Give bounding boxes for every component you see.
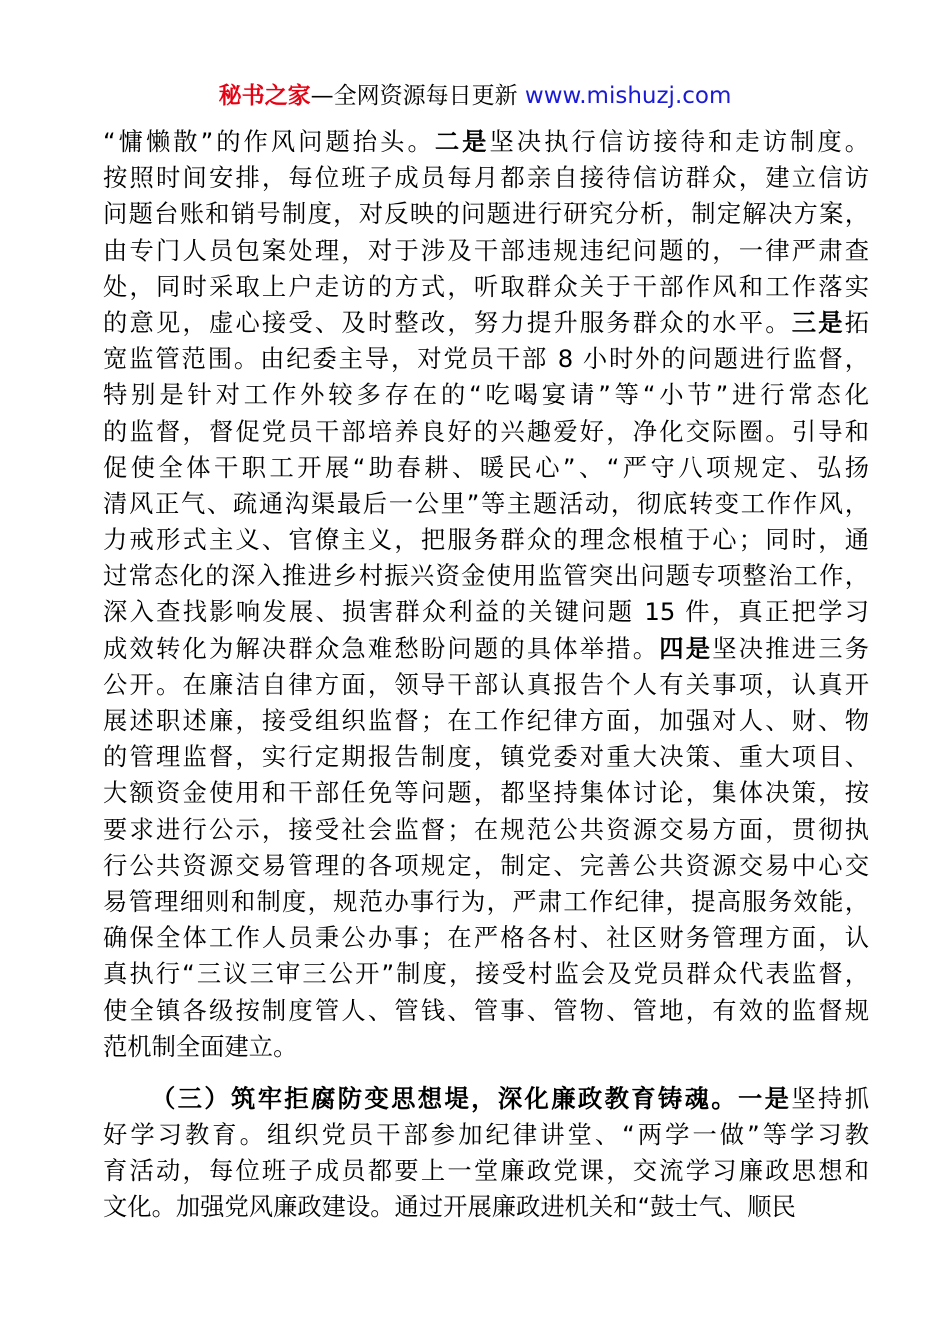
text-line — [103, 812, 869, 848]
text-run: 的监督，督促党员干部培养良好的兴趣爱好，净化交际圈。引导和 — [103, 416, 869, 446]
site-brand: 秘书之家 — [218, 83, 311, 109]
site-tagline: —全网资源每日更新 — [310, 83, 525, 109]
text-line — [103, 558, 869, 594]
text-run: 展述职述廉，接受组织监督；在工作纪律方面，加强对人、财、物 — [103, 706, 869, 735]
text-line — [103, 233, 869, 269]
text-line — [103, 1029, 869, 1065]
text-line — [103, 486, 869, 522]
text-run: “慵懒散”的作风问题抬头。 — [103, 127, 435, 156]
text-line — [103, 848, 869, 884]
text-line — [103, 594, 869, 630]
text-run: 好学习教育。组织党员干部参加纪律讲堂、“两学一做”等学习教 — [103, 1120, 869, 1150]
text-run: 使全镇各级按制度管人、管钱、管事、管物、管地，有效的监督规 — [103, 995, 869, 1025]
text-line — [103, 196, 869, 232]
bold-text: （三）筑牢拒腐防变思想堤，深化廉政教育铸魂。一是 — [151, 1083, 792, 1113]
text-run: 深入查找影响发展、损害群众利益的关键问题 15 件，真正把学习 — [103, 597, 869, 627]
text-run: 力戒形式主义、官僚主义，把服务群众的理念根植于心；同时，通 — [103, 525, 869, 555]
text-line — [103, 414, 869, 450]
text-run: 要求进行公示，接受社会监督；在规范公共资源交易方面，贯彻执 — [103, 814, 869, 844]
text-run: 真执行“三议三审三公开”制度，接受村监会及党员群众代表监督， — [103, 959, 869, 989]
text-line — [103, 703, 869, 739]
text-run: 文化。加强党风廉政建设。通过开展廉政进机关和“鼓士气、顺民 — [103, 1192, 796, 1222]
text-run: 易管理细则和制度，规范办事行为，严肃工作纪律，提高服务效能， — [103, 886, 869, 916]
text-run: 的管理监督，实行定期报告制度，镇党委对重大决策、重大项目、 — [103, 742, 869, 772]
text-line — [103, 739, 869, 775]
text-run: 坚决推进三务 — [712, 633, 869, 663]
text-run: 范机制全面建立。 — [103, 1031, 298, 1061]
text-run: 确保全体工作人员秉公办事；在严格各村、社区财务管理方面，认 — [103, 923, 869, 953]
text-run: 坚持抓 — [791, 1083, 869, 1113]
text-line — [103, 920, 869, 956]
text-line — [103, 884, 869, 920]
text-line — [103, 631, 869, 667]
paragraph-supervision — [103, 124, 869, 1065]
text-line — [103, 160, 869, 196]
paragraph-education — [103, 1081, 869, 1226]
text-line — [103, 124, 869, 160]
text-line — [103, 341, 869, 377]
text-run: 的意见，虚心接受、及时整改，努力提升服务群众的水平。 — [103, 307, 792, 337]
text-line — [103, 522, 869, 558]
text-line — [103, 1153, 869, 1189]
text-line — [103, 1189, 869, 1225]
text-line — [103, 956, 869, 992]
text-line — [103, 269, 869, 305]
text-run: 宽监管范围。由纪委主导，对党员干部 8 小时外的问题进行监督， — [103, 344, 869, 374]
text-run: 育活动，每位班子成员都要上一堂廉政党课，交流学习廉政思想和 — [103, 1156, 869, 1186]
paragraph-gap — [103, 1065, 869, 1081]
text-line — [103, 305, 869, 341]
text-line — [103, 775, 869, 811]
bold-text: 三是 — [791, 307, 845, 337]
bold-text: 四是 — [659, 633, 713, 663]
text-run: 成效转化为解决群众急难愁盼问题的具体举措。 — [103, 633, 660, 663]
text-run: 公开。在廉洁自律方面，领导干部认真报告个人有关事项，认真开 — [103, 669, 869, 699]
text-line — [103, 377, 869, 413]
text-run: 处，同时采取上户走访的方式，听取群众关于干部作风和工作落实 — [103, 271, 869, 301]
text-run: 特别是针对工作外较多存在的“吃喝宴请”等“小节”进行常态化 — [103, 380, 869, 410]
site-url-link[interactable]: www.mishuzj.com — [524, 83, 732, 109]
text-line — [103, 450, 869, 486]
text-run: 坚决执行信访接待和走访制度。 — [489, 127, 869, 156]
document-body — [103, 124, 869, 1226]
text-line — [103, 1117, 869, 1153]
text-run: 促使全体干职工开展“助春耕、暖民心”、“严守八项规定、弘扬 — [103, 452, 869, 482]
text-run: 清风正气、疏通沟渠最后一公里”等主题活动，彻底转变工作作风， — [103, 488, 869, 518]
text-run: 按照时间安排，每位班子成员每月都亲自接待信访群众，建立信访 — [103, 163, 869, 193]
text-run: 大额资金使用和干部任免等问题，都坚持集体讨论，集体决策，按 — [103, 778, 869, 808]
text-run: 由专门人员包案处理，对于涉及干部违规违纪问题的，一律严肃查 — [103, 235, 869, 265]
text-run: 拓 — [844, 307, 869, 337]
text-run: 过常态化的深入推进乡村振兴资金使用监管突出问题专项整治工作， — [103, 561, 869, 591]
text-run: 问题台账和销号制度，对反映的问题进行研究分析，制定解决方案， — [103, 199, 869, 229]
text-line — [103, 1081, 869, 1117]
text-line — [103, 667, 869, 703]
text-line — [103, 993, 869, 1029]
bold-text: 二是 — [434, 127, 490, 156]
text-run: 行公共资源交易管理的各项规定，制定、完善公共资源交易中心交 — [103, 850, 869, 880]
site-header — [0, 80, 950, 112]
